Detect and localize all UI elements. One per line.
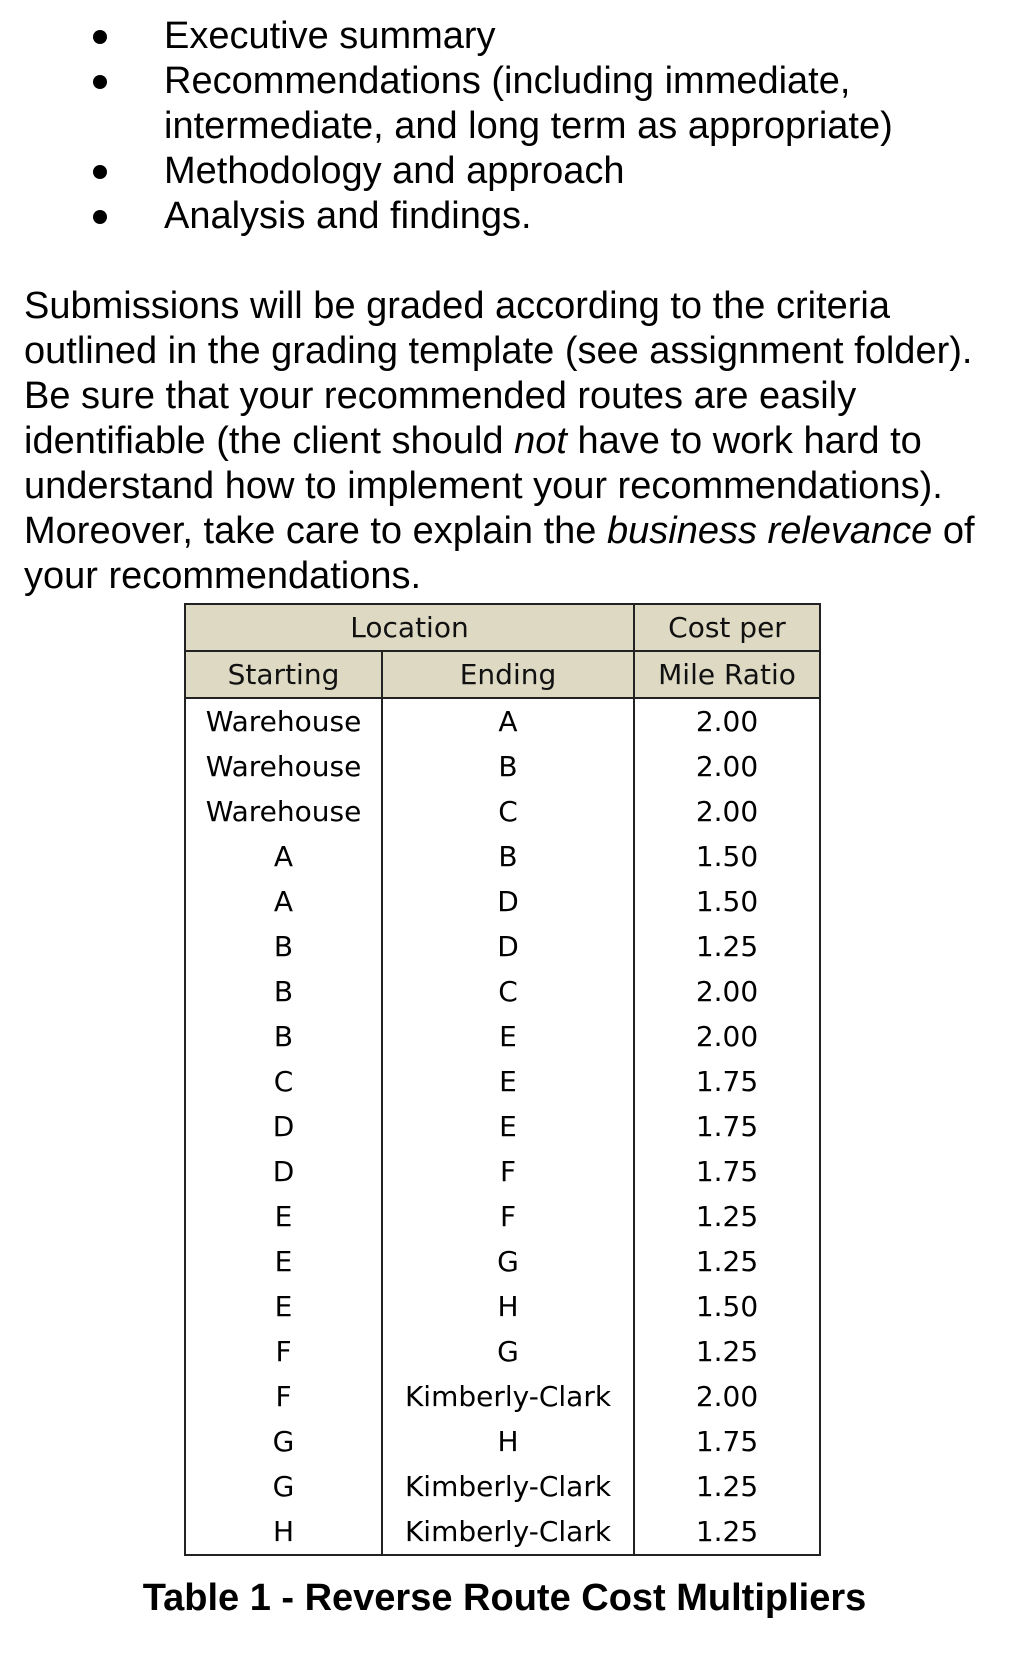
header-location: Location — [185, 604, 634, 651]
table-row — [185, 1104, 820, 1149]
cell-end: E — [382, 1014, 634, 1059]
cell-end: B — [382, 834, 634, 879]
cell-end: C — [382, 969, 634, 1014]
cell-ratio: 1.25 — [634, 1509, 820, 1555]
route-cost-table — [184, 603, 821, 1556]
cell-start: B — [185, 1014, 382, 1059]
table-row — [185, 1239, 820, 1284]
cell-ratio: 1.25 — [634, 1464, 820, 1509]
paragraph-text: of your recommendations. — [24, 510, 975, 597]
table-caption: Table 1 - Reverse Route Cost Multipliers — [142, 1577, 867, 1619]
cell-start: B — [185, 924, 382, 969]
cell-ratio: 1.75 — [634, 1419, 820, 1464]
paragraph-text: Submissions will be graded according to the criteria outlined in the grading template (see assignment folder). Be sure that your recommended routes are easily identifiable (the client should — [24, 285, 973, 462]
table-row — [185, 1149, 820, 1194]
cell-end: E — [382, 1104, 634, 1149]
cell-end: Kimberly-Clark — [382, 1509, 634, 1555]
cell-ratio: 1.25 — [634, 1194, 820, 1239]
cell-end: F — [382, 1149, 634, 1194]
header-ending: Ending — [382, 651, 634, 698]
cell-start: G — [185, 1464, 382, 1509]
table-row — [185, 1014, 820, 1059]
table-row — [185, 1059, 820, 1104]
cell-ratio: 1.75 — [634, 1104, 820, 1149]
cell-ratio: 2.00 — [634, 1014, 820, 1059]
table-row — [185, 1329, 820, 1374]
cell-start: Warehouse — [185, 744, 382, 789]
cell-ratio: 1.50 — [634, 834, 820, 879]
cell-ratio: 1.50 — [634, 879, 820, 924]
cell-start: B — [185, 969, 382, 1014]
cell-start: Warehouse — [185, 698, 382, 744]
bullet-list — [0, 14, 1009, 239]
bullet-text: Methodology and approach — [164, 150, 625, 192]
cell-end: H — [382, 1284, 634, 1329]
header-cost-line2: Mile Ratio — [634, 651, 820, 698]
table-row — [185, 744, 820, 789]
cell-start: E — [185, 1239, 382, 1284]
cell-start: E — [185, 1194, 382, 1239]
cell-start: C — [185, 1059, 382, 1104]
header-starting: Starting — [185, 651, 382, 698]
bullet-dot-icon — [93, 165, 107, 179]
instructions-paragraph — [24, 284, 999, 599]
cell-start: E — [185, 1284, 382, 1329]
table-row — [185, 1374, 820, 1419]
cell-start: G — [185, 1419, 382, 1464]
cell-end: E — [382, 1059, 634, 1104]
cell-end: G — [382, 1329, 634, 1374]
bullet-item — [0, 14, 1009, 59]
table-row — [185, 1194, 820, 1239]
cell-start: H — [185, 1509, 382, 1555]
cell-end: Kimberly-Clark — [382, 1374, 634, 1419]
cell-start: A — [185, 834, 382, 879]
cell-end: Kimberly-Clark — [382, 1464, 634, 1509]
cell-ratio: 2.00 — [634, 698, 820, 744]
cell-end: F — [382, 1194, 634, 1239]
cell-start: Warehouse — [185, 789, 382, 834]
bullet-text: Recommendations (including immediate, intermediate, and long term as appropriate) — [164, 60, 893, 147]
cell-end: D — [382, 879, 634, 924]
table-body — [185, 698, 820, 1555]
cell-start: F — [185, 1329, 382, 1374]
cell-ratio: 1.25 — [634, 1329, 820, 1374]
table-row — [185, 1419, 820, 1464]
header-cost-line1: Cost per — [634, 604, 820, 651]
table-row — [185, 924, 820, 969]
cell-start: D — [185, 1149, 382, 1194]
bullet-dot-icon — [93, 75, 107, 89]
cell-ratio: 1.75 — [634, 1149, 820, 1194]
cell-end: G — [382, 1239, 634, 1284]
cell-end: B — [382, 744, 634, 789]
table-row — [185, 1284, 820, 1329]
cell-ratio: 2.00 — [634, 744, 820, 789]
paragraph-emphasis: business relevance — [607, 510, 933, 552]
table-row — [185, 969, 820, 1014]
cell-start: D — [185, 1104, 382, 1149]
table-row — [185, 698, 820, 744]
bullet-text: Executive summary — [164, 15, 496, 57]
cell-ratio: 1.25 — [634, 1239, 820, 1284]
bullet-dot-icon — [93, 210, 107, 224]
cell-end: A — [382, 698, 634, 744]
cell-start: A — [185, 879, 382, 924]
bullet-item — [0, 194, 1009, 239]
cell-ratio: 1.50 — [634, 1284, 820, 1329]
bullet-item — [0, 59, 1009, 149]
cell-ratio: 1.25 — [634, 924, 820, 969]
table-row — [185, 1509, 820, 1555]
cell-end: H — [382, 1419, 634, 1464]
cell-start: F — [185, 1374, 382, 1419]
table-row — [185, 879, 820, 924]
table-row — [185, 1464, 820, 1509]
bullet-dot-icon — [93, 30, 107, 44]
cell-ratio: 2.00 — [634, 789, 820, 834]
paragraph-text: have to work hard to understand how to implement your recommendations). Moreover, take care to explain the — [24, 420, 943, 552]
cell-ratio: 2.00 — [634, 1374, 820, 1419]
paragraph-emphasis: not — [514, 420, 567, 462]
table-row — [185, 834, 820, 879]
cell-ratio: 2.00 — [634, 969, 820, 1014]
cell-end: D — [382, 924, 634, 969]
table-row — [185, 789, 820, 834]
bullet-text: Analysis and findings. — [164, 195, 532, 237]
cell-end: C — [382, 789, 634, 834]
bullet-item — [0, 149, 1009, 194]
cell-ratio: 1.75 — [634, 1059, 820, 1104]
